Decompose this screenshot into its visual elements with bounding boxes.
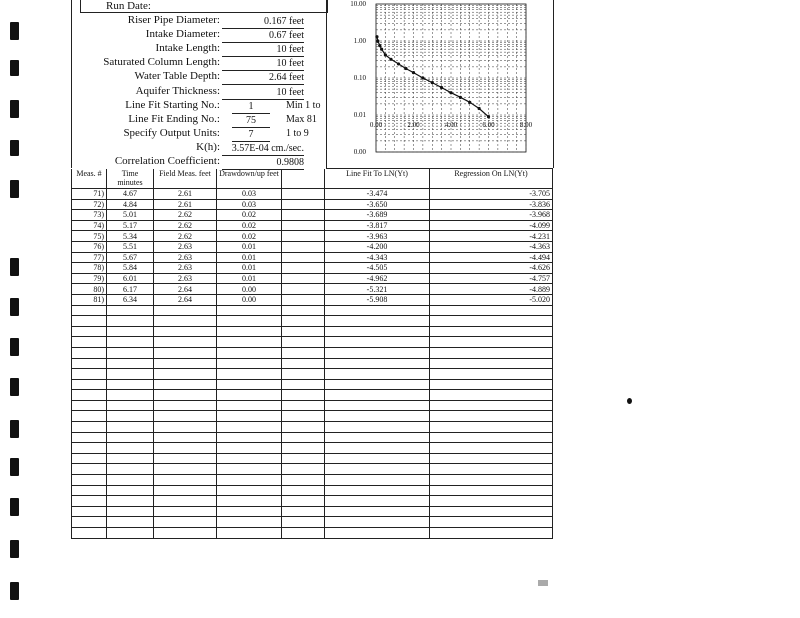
table-cell xyxy=(282,220,325,231)
param-unit: Min 1 to xyxy=(286,99,321,111)
margin-mark xyxy=(10,378,19,396)
table-cell: -4.626 xyxy=(430,263,553,274)
table-cell: 2.64 xyxy=(154,284,217,295)
table-cell: 0.02 xyxy=(217,220,282,231)
empty-row xyxy=(72,326,553,337)
empty-row xyxy=(72,496,553,507)
param-value[interactable]: 0.167 feet xyxy=(222,15,304,29)
table-cell: 75) xyxy=(72,231,107,242)
margin-mark xyxy=(10,258,19,276)
table-cell: 4.67 xyxy=(107,189,154,200)
fit-line xyxy=(377,37,489,117)
margin-mark xyxy=(10,22,19,40)
table-cell: -4.889 xyxy=(430,284,553,295)
param-label: Line Fit Starting No.: xyxy=(125,98,220,111)
table-cell: -5.908 xyxy=(325,294,430,305)
margin-mark xyxy=(10,420,19,438)
empty-row xyxy=(72,453,553,464)
table-cell: 72) xyxy=(72,199,107,210)
table-cell xyxy=(282,252,325,263)
table-row xyxy=(72,263,553,274)
param-unit: Max 81 xyxy=(286,113,317,125)
empty-row xyxy=(72,379,553,390)
table-cell xyxy=(282,263,325,274)
empty-row xyxy=(72,506,553,517)
table-cell: 5.84 xyxy=(107,263,154,274)
table-cell: -4.505 xyxy=(325,263,430,274)
table-cell: 5.01 xyxy=(107,210,154,221)
run-date-label: Run Date: xyxy=(106,0,151,12)
y-tick-label: 0.10 xyxy=(353,74,366,82)
table-cell: 77) xyxy=(72,252,107,263)
table-cell xyxy=(282,189,325,200)
margin-mark xyxy=(10,582,19,600)
param-label: Correlation Coefficient: xyxy=(114,155,220,167)
param-value[interactable]: 3.57E-04 cm./sec. xyxy=(222,142,304,156)
table-row xyxy=(72,189,553,200)
table-cell: 76) xyxy=(72,241,107,252)
table-cell: -3.968 xyxy=(430,210,553,221)
table-row xyxy=(72,210,553,221)
param-unit: 1 to 9 xyxy=(286,127,309,139)
table-cell: -3.836 xyxy=(430,199,553,210)
empty-row xyxy=(72,316,553,327)
table-cell: 2.63 xyxy=(154,273,217,284)
table-row xyxy=(72,294,553,305)
page-stamp xyxy=(538,580,548,586)
param-label: Specify Output Units: xyxy=(123,126,220,139)
table-cell: 5.17 xyxy=(107,220,154,231)
margin-mark xyxy=(10,458,19,476)
table-cell: 0.01 xyxy=(217,273,282,284)
empty-row xyxy=(72,305,553,316)
column-header: Line Fit To LN(Yt) xyxy=(325,169,430,189)
table-row xyxy=(72,273,553,284)
param-label: Line Fit Ending No.: xyxy=(128,112,220,125)
empty-row xyxy=(72,411,553,422)
stray-dot xyxy=(627,398,632,404)
table-cell: -3.963 xyxy=(325,231,430,242)
param-value[interactable]: 0.67 feet xyxy=(222,29,304,43)
table-cell: 2.63 xyxy=(154,252,217,263)
y-tick-label: 1.00 xyxy=(353,37,366,45)
param-label: Riser Pipe Diameter: xyxy=(127,14,220,26)
table-cell xyxy=(282,284,325,295)
empty-row xyxy=(72,485,553,496)
table-cell: 0.00 xyxy=(217,294,282,305)
table-cell: 0.02 xyxy=(217,210,282,221)
x-tick-label: 6.00 xyxy=(482,121,495,129)
table-cell: 5.51 xyxy=(107,241,154,252)
table-cell: 4.84 xyxy=(107,199,154,210)
table-cell: 78) xyxy=(72,263,107,274)
empty-row xyxy=(72,475,553,486)
table-cell: 73) xyxy=(72,210,107,221)
param-label: Aquifer Thickness: xyxy=(135,84,220,97)
margin-mark xyxy=(10,60,19,76)
table-cell: -4.099 xyxy=(430,220,553,231)
table-row xyxy=(72,199,553,210)
empty-row xyxy=(72,464,553,475)
table-row xyxy=(72,231,553,242)
table-cell: 0.01 xyxy=(217,241,282,252)
table-cell: 0.03 xyxy=(217,189,282,200)
table-cell: -4.200 xyxy=(325,241,430,252)
table-cell: 2.62 xyxy=(154,231,217,242)
param-value[interactable]: 2.64 feet xyxy=(222,71,304,85)
table-cell: 71) xyxy=(72,189,107,200)
table-cell: 2.61 xyxy=(154,199,217,210)
margin-mark xyxy=(10,100,19,118)
table-cell: 2.63 xyxy=(154,263,217,274)
table-header-row xyxy=(72,169,553,189)
empty-row xyxy=(72,517,553,528)
empty-row xyxy=(72,390,553,401)
table-cell: 6.01 xyxy=(107,273,154,284)
table-cell: 2.64 xyxy=(154,294,217,305)
y-tick-label: 0.01 xyxy=(353,111,366,119)
param-value[interactable]: 10 feet xyxy=(222,43,304,57)
margin-mark xyxy=(10,498,19,516)
table-cell: -4.757 xyxy=(430,273,553,284)
table-cell: 0.03 xyxy=(217,199,282,210)
table-cell: 5.67 xyxy=(107,252,154,263)
param-label: Water Table Depth: xyxy=(134,70,220,83)
param-value[interactable]: 1 xyxy=(232,100,270,114)
empty-row xyxy=(72,443,553,454)
table-cell xyxy=(282,210,325,221)
empty-row xyxy=(72,528,553,539)
empty-row xyxy=(72,347,553,358)
table-cell: -4.343 xyxy=(325,252,430,263)
margin-mark xyxy=(10,140,19,156)
table-cell: 2.62 xyxy=(154,220,217,231)
table-cell: 2.63 xyxy=(154,241,217,252)
table-row xyxy=(72,241,553,252)
margin-mark xyxy=(10,298,19,316)
param-value[interactable]: 0.9808 xyxy=(222,156,304,170)
param-label: Intake Diameter: xyxy=(145,28,220,41)
table-cell: 74) xyxy=(72,220,107,231)
column-header: Drawdown/up feet xyxy=(217,169,282,189)
column-header: Meas. # xyxy=(72,169,107,189)
x-tick-label: 0.00 xyxy=(369,121,383,129)
table-cell: -3.474 xyxy=(325,189,430,200)
measurement-table xyxy=(71,169,553,539)
empty-row xyxy=(72,369,553,380)
table-cell: 79) xyxy=(72,273,107,284)
table-row xyxy=(72,220,553,231)
empty-row xyxy=(72,422,553,433)
margin-mark xyxy=(10,180,19,198)
column-header: Field Meas. feet xyxy=(154,169,217,189)
table-cell: 6.34 xyxy=(107,294,154,305)
param-value[interactable]: 75 xyxy=(232,114,270,128)
table-cell: 0.01 xyxy=(217,252,282,263)
table-cell xyxy=(282,199,325,210)
margin-mark xyxy=(10,540,19,558)
table-cell: -4.962 xyxy=(325,273,430,284)
table-cell: 6.17 xyxy=(107,284,154,295)
empty-row xyxy=(72,358,553,369)
table-cell xyxy=(282,241,325,252)
x-tick-label: 2.00 xyxy=(407,121,420,129)
table-cell: -3.817 xyxy=(325,220,430,231)
table-cell: 0.02 xyxy=(217,231,282,242)
column-header xyxy=(282,169,325,189)
table-row xyxy=(72,284,553,295)
margin-mark xyxy=(10,338,19,356)
table-row xyxy=(72,252,553,263)
table-cell xyxy=(282,231,325,242)
table-cell: -4.494 xyxy=(430,252,553,263)
table-cell: -3.650 xyxy=(325,199,430,210)
table-cell: 0.01 xyxy=(217,263,282,274)
param-value[interactable]: 10 feet xyxy=(222,86,304,100)
table-cell: 80) xyxy=(72,284,107,295)
column-header: Time minutes xyxy=(107,169,154,189)
table-cell: 5.34 xyxy=(107,231,154,242)
table-cell: -4.231 xyxy=(430,231,553,242)
y-tick-label: 10.00 xyxy=(350,0,366,8)
param-value[interactable]: 7 xyxy=(232,128,270,142)
table-cell: 0.00 xyxy=(217,284,282,295)
empty-row xyxy=(72,400,553,411)
table-cell: -5.321 xyxy=(325,284,430,295)
table-cell: 81) xyxy=(72,294,107,305)
drawdown-chart xyxy=(326,0,552,168)
table-cell xyxy=(282,273,325,284)
param-label: Saturated Column Length: xyxy=(103,56,220,69)
empty-row xyxy=(72,432,553,443)
x-tick-label: 8.00 xyxy=(519,121,533,129)
param-label: K(h): xyxy=(196,140,220,153)
table-cell: -3.705 xyxy=(430,189,553,200)
table-cell: 2.62 xyxy=(154,210,217,221)
param-label: Intake Length: xyxy=(155,42,220,55)
table-cell: 2.61 xyxy=(154,189,217,200)
table-cell: -5.020 xyxy=(430,294,553,305)
x-tick-label: 4.00 xyxy=(444,121,458,129)
table-cell: -3.689 xyxy=(325,210,430,221)
empty-row xyxy=(72,337,553,348)
table-cell xyxy=(282,294,325,305)
y-tick-label: 0.00 xyxy=(353,148,366,156)
table-cell: -4.363 xyxy=(430,241,553,252)
column-header: Regression On LN(Yt) xyxy=(430,169,553,189)
param-value[interactable]: 10 feet xyxy=(222,57,304,71)
